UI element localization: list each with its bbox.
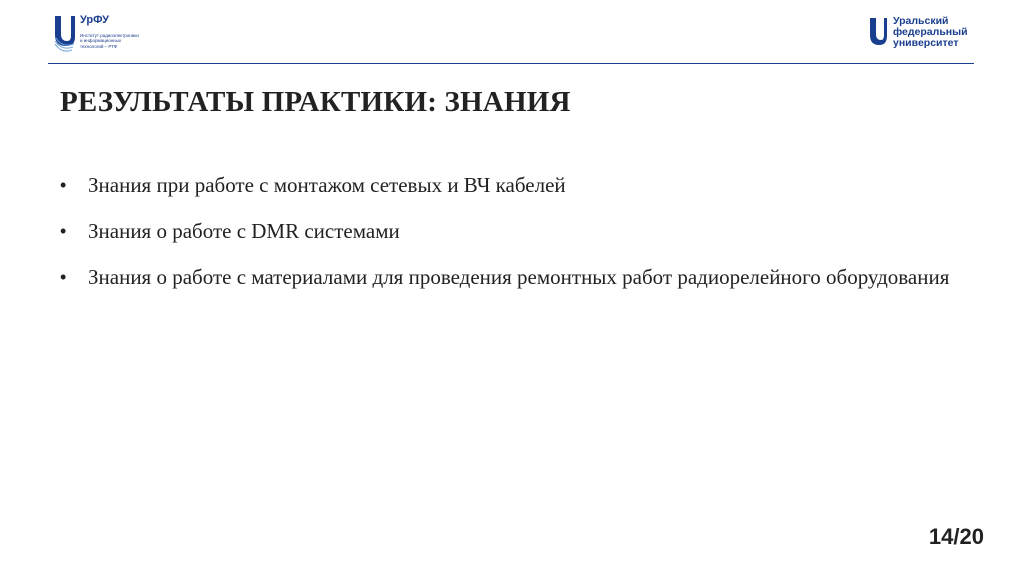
urfu-logo-icon <box>868 16 888 50</box>
bullet-list <box>60 162 960 300</box>
university-name-line: университет <box>893 37 959 49</box>
bullet-item <box>60 254 960 300</box>
ural-federal-university-logo <box>868 16 968 50</box>
bullet-icon: • <box>60 175 67 195</box>
bullet-text: Знания о работе с материалами для проведения ремонтных работ радиорелейного оборудования <box>88 265 950 289</box>
page-total: 20 <box>959 524 984 549</box>
bullet-icon: • <box>60 267 67 287</box>
bullet-item <box>60 162 960 208</box>
page-separator: / <box>953 524 960 549</box>
institute-name: Институт радиоэлектроники и информационных технологий – РТФ <box>80 33 139 49</box>
bullet-text: Знания о работе с DMR системами <box>88 219 400 243</box>
slide-title: РЕЗУЛЬТАТЫ ПРАКТИКИ: ЗНАНИЯ <box>60 86 571 118</box>
header-divider <box>48 63 974 64</box>
university-name-line: Уральский <box>893 15 949 27</box>
university-name-line: федеральный <box>893 26 968 38</box>
urfu-logo-icon <box>52 14 76 56</box>
urfu-irit-logo <box>52 14 140 56</box>
urfu-brand-text: УрФУ <box>80 14 109 26</box>
bullet-text: Знания при работе с монтажом сетевых и ВЧ кабелей <box>88 173 566 197</box>
university-name <box>893 16 968 49</box>
bullet-item <box>60 208 960 254</box>
page-number <box>929 524 984 550</box>
bullet-icon: • <box>60 221 67 241</box>
page-current: 14 <box>928 524 954 549</box>
